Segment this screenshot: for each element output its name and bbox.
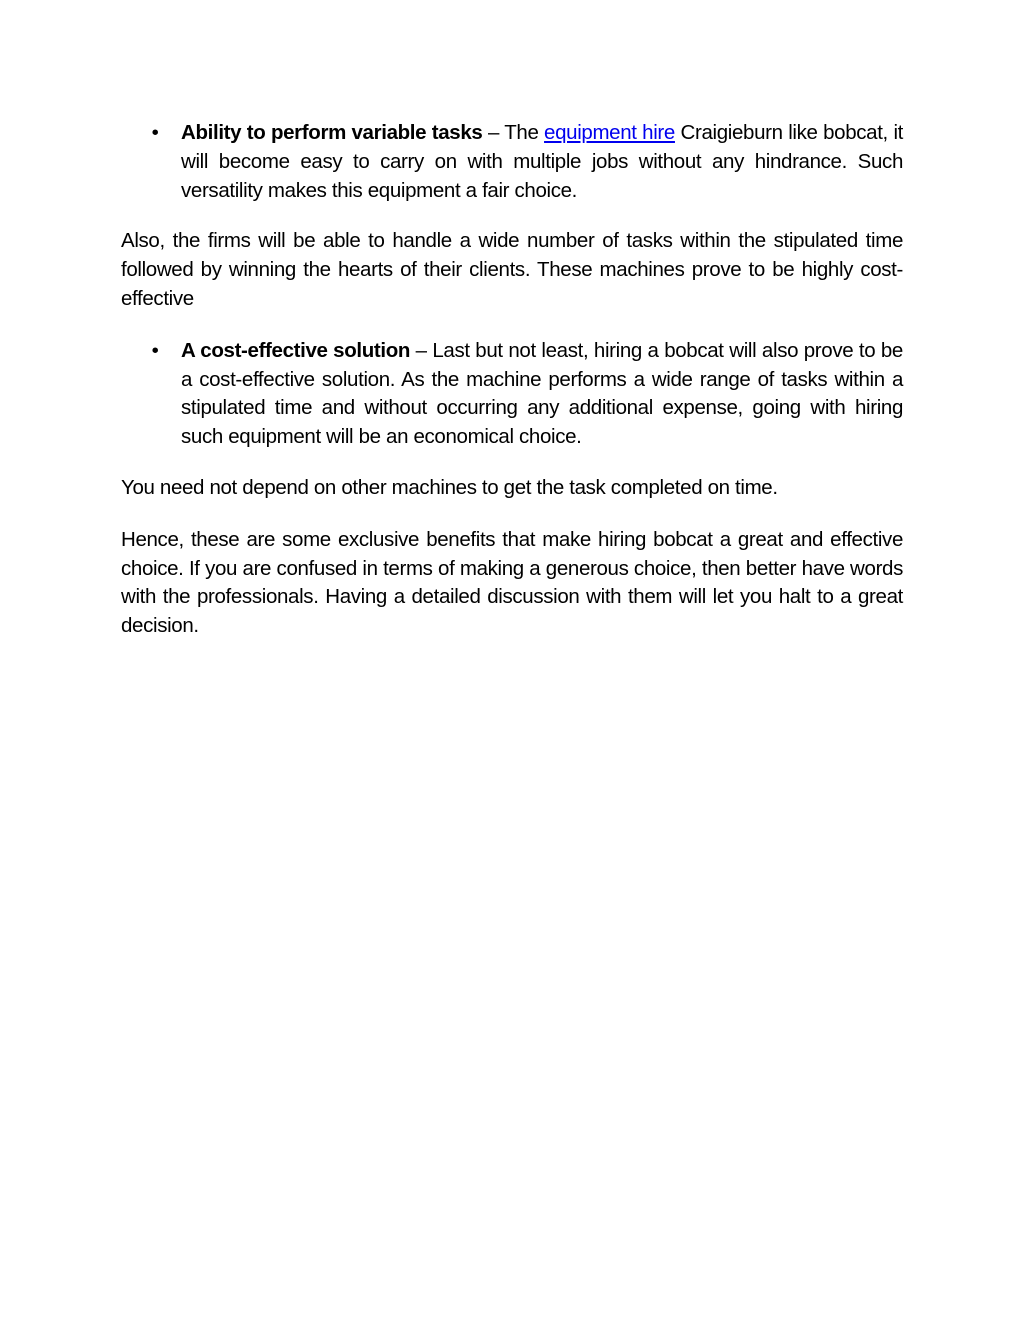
bullet-separator: –: [410, 338, 433, 362]
bullet-term: A cost-effective solution: [181, 338, 411, 362]
paragraph-depend: You need not depend on other machines to get the task completed on time.: [121, 475, 778, 499]
paragraph-hence: Hence, these are some exclusive benefits that make hiring bobcat a great and effective choice. If you are confused in terms of making a generous choice, then better have words with the professionals. Having a detailed discussion with them will let you halt to a great decision.: [121, 527, 903, 638]
list-item-cost-effective: [121, 337, 903, 452]
bullet-text: Craigieburn like bobcat, it will become easy to carry on with multiple jobs without any hindrance. Such versatility makes this equipment a fair choice.: [181, 121, 903, 202]
paragraph-also: Also, the firms will be able to handle a wide number of tasks within the stipulated time followed by winning the hearts of their clients. These machines prove to be highly cost-effective: [121, 229, 903, 310]
bullet-text: The: [504, 121, 545, 144]
bullet-icon: •: [151, 338, 159, 362]
bullet-term: Ability to perform variable tasks: [181, 121, 483, 144]
bullet-separator: –: [482, 121, 505, 144]
bullet-icon: •: [151, 121, 159, 144]
document-page: [121, 119, 903, 664]
list-item-variable-tasks: [121, 119, 903, 205]
bullet-text: Last but not least, hiring a bobcat will also prove to be a cost-effective solution. As the machine performs a wide range of tasks within a stipulated time and without occurring any additional expense, going with hiring such equipment will be an economical choice.: [181, 338, 903, 449]
equipment-hire-link[interactable]: equipment hire: [544, 121, 675, 144]
